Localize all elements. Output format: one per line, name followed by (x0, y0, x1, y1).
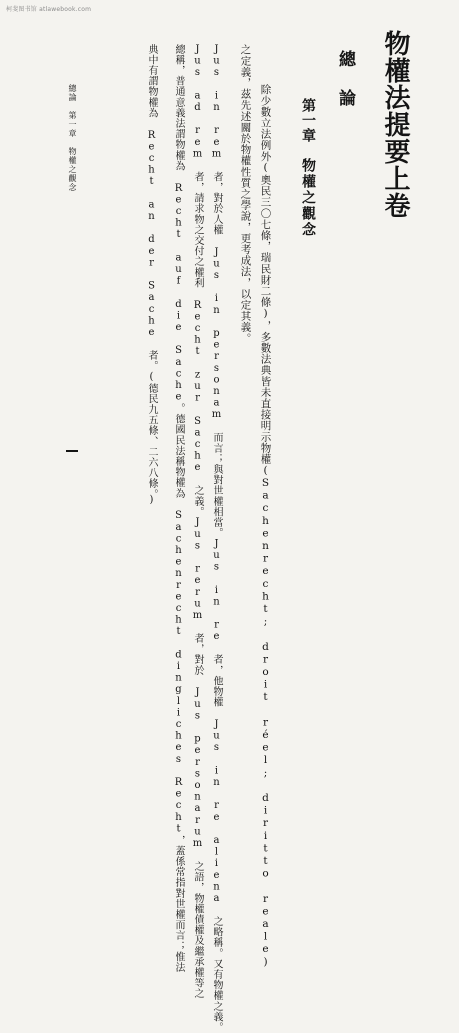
running-footer: 總論 第一章 物權之觀念 (68, 84, 77, 192)
body-line: 典中有謂物權為 Recht an der Sache 者。(德民九五條、二六八條。) (146, 44, 157, 507)
chapter-title: 物權之觀念 (300, 158, 316, 238)
page-number (66, 450, 78, 452)
body-line: 總稱，普通意義法謂物權為 Recht auf die Sache。德國民法稱物權為 Sachenrecht dingliches Recht，蓋係常指對世權而言；惟法 (173, 44, 184, 973)
body-line: 之定義，茲先述關於物權性質之學說，更考成法，以定其義。 (239, 44, 252, 344)
chapter-number: 第一章 (300, 98, 316, 143)
body-line: Jus ad rem 者，請求物之交付之權利 Recht zur Sache 之義。Jus rerum 者，對於 Jus personarum 之語，物權債權及繼承權等之 (192, 44, 203, 999)
body-line: Jus in rem 者，對於人權 Jus in personam 而言；與對世權相當。Jus in re 者，他物權 Jus in re aliena 之略稱。又有物權之義。 (211, 44, 222, 1033)
book-title: 物權法提要上卷 (380, 30, 410, 219)
section-title: 總論 (335, 50, 355, 128)
body-line: 除少數立法例外(奧民三〇七條，瑞民財二條)，多數法典皆未直接明示物權(Sachenrecht; droit réel; diritto reale) (259, 84, 272, 969)
watermark-text: 柯斐图书馆 atlawebook.com (6, 6, 92, 13)
